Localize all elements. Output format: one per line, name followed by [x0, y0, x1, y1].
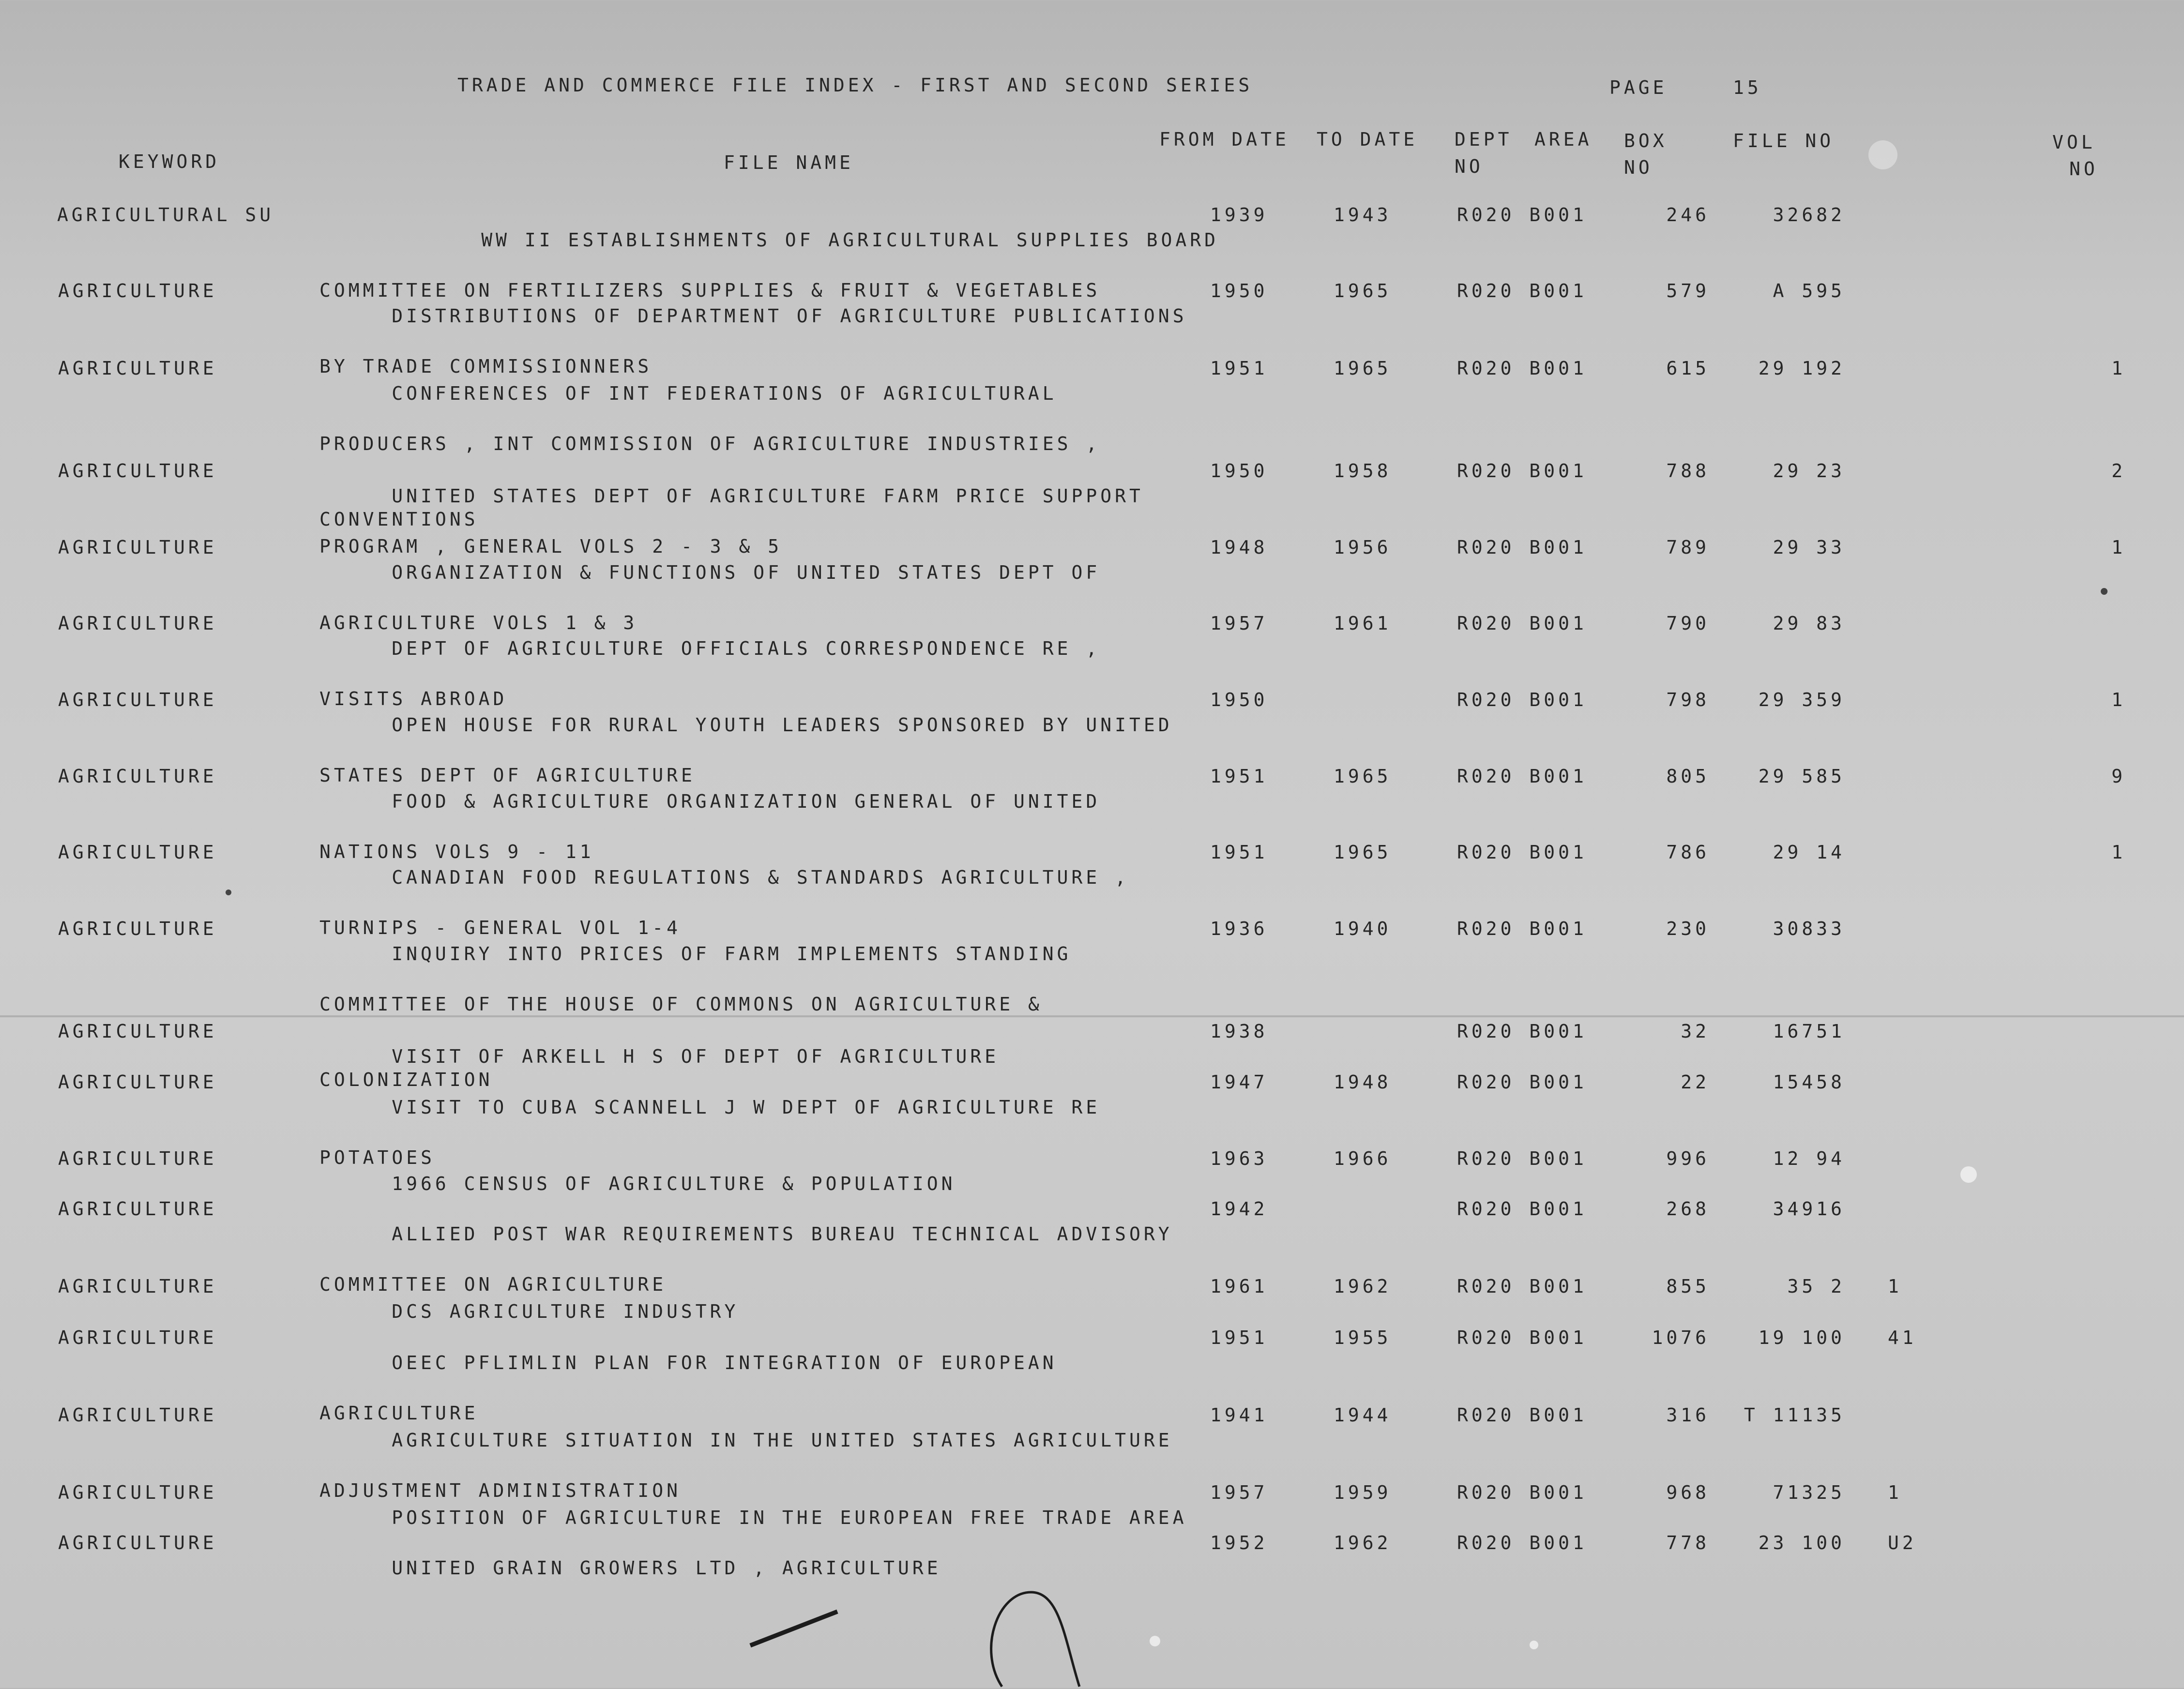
row-box-no: 32 [1681, 1021, 1710, 1042]
col-box-no-2: NO [1624, 157, 1653, 178]
row-keyword: AGRICULTURE [58, 1148, 217, 1169]
row-from-date: 1957 [1210, 613, 1268, 634]
row-box-no: 789 [1666, 537, 1710, 558]
row-file-no: 35 2 [1787, 1276, 1845, 1297]
dust-speck [226, 890, 231, 895]
row-dept-area: R020 B001 [1457, 1198, 1587, 1220]
row-keyword: AGRICULTURE [58, 1404, 217, 1426]
row-from-date: 1951 [1210, 358, 1268, 379]
col-dept-no-2: NO [1455, 156, 1484, 177]
file-name-line: CANADIAN FOOD REGULATIONS & STANDARDS AGRICULTURE , [392, 867, 1130, 888]
file-name-line: VISIT OF ARKELL H S OF DEPT OF AGRICULTURE [392, 1046, 1000, 1067]
row-from-date: 1936 [1210, 918, 1268, 939]
row-to-date: 1940 [1334, 918, 1392, 939]
row-dept-area: R020 B001 [1457, 204, 1587, 226]
file-name-line: BY TRADE COMMISSIONNERS [319, 356, 652, 377]
row-dept-area: R020 B001 [1457, 1148, 1587, 1169]
row-to-date: 1944 [1334, 1404, 1392, 1426]
row-to-date: 1956 [1334, 537, 1392, 558]
row-from-date: 1942 [1210, 1198, 1268, 1220]
dust-speck [1868, 140, 1897, 169]
dust-speck [1150, 1636, 1160, 1646]
row-to-date: 1966 [1334, 1148, 1392, 1169]
row-file-no: 29 359 [1758, 689, 1845, 710]
row-from-date: 1938 [1210, 1021, 1268, 1042]
col-file-name: FILE NAME [724, 152, 854, 173]
row-to-date: 1965 [1334, 842, 1392, 863]
row-dept-area: R020 B001 [1457, 460, 1587, 482]
row-to-date: 1965 [1334, 280, 1392, 302]
row-dept-area: R020 B001 [1457, 842, 1587, 863]
row-dept-area: R020 B001 [1457, 766, 1587, 787]
file-name-line: CONVENTIONS [319, 509, 479, 530]
row-box-no: 268 [1666, 1198, 1710, 1220]
row-file-no: T 11135 [1744, 1404, 1845, 1426]
file-name-line: OEEC PFLIMLIN PLAN FOR INTEGRATION OF EUROPEAN [392, 1352, 1057, 1373]
file-name-line: COMMITTEE ON FERTILIZERS SUPPLIES & FRUIT & VEGETABLES [319, 280, 1101, 301]
row-keyword: AGRICULTURE [58, 1482, 217, 1503]
row-from-date: 1957 [1210, 1482, 1268, 1503]
row-keyword: AGRICULTURE [58, 689, 217, 710]
row-to-date: 1958 [1334, 460, 1392, 482]
pen-stroke [750, 1612, 837, 1645]
dust-speck [1530, 1641, 1538, 1649]
row-vol-no: 1 [2111, 358, 2126, 379]
row-from-date: 1939 [1210, 204, 1268, 226]
file-name-line: AGRICULTURE SITUATION IN THE UNITED STATES AGRICULTURE [392, 1430, 1173, 1451]
row-to-date: 1955 [1334, 1327, 1392, 1348]
row-from-date: 1961 [1210, 1276, 1268, 1297]
row-keyword: AGRICULTURE [58, 1276, 217, 1297]
file-name-line: POSITION OF AGRICULTURE IN THE EUROPEAN FREE TRADE AREA [392, 1507, 1187, 1528]
row-keyword: AGRICULTURAL SU [57, 204, 274, 226]
row-to-date: 1948 [1334, 1071, 1392, 1093]
row-box-no: 778 [1666, 1532, 1710, 1553]
file-name-line: CONFERENCES OF INT FEDERATIONS OF AGRICULTURAL [392, 383, 1057, 404]
file-name-line: NATIONS VOLS 9 - 11 [319, 841, 594, 862]
file-name-line: TURNIPS - GENERAL VOL 1-4 [319, 917, 681, 938]
row-keyword: AGRICULTURE [58, 1532, 217, 1553]
row-dept-area: R020 B001 [1457, 1482, 1587, 1503]
row-to-date: 1962 [1334, 1532, 1392, 1553]
row-keyword: AGRICULTURE [58, 1021, 217, 1042]
col-vol-no-2: NO [2069, 158, 2098, 180]
row-keyword: AGRICULTURE [58, 358, 217, 379]
row-from-date: 1951 [1210, 842, 1268, 863]
row-box-no: 579 [1666, 280, 1710, 302]
film-scratch-line [0, 1015, 2184, 1017]
row-from-date: 1951 [1210, 766, 1268, 787]
row-keyword: AGRICULTURE [58, 766, 217, 787]
row-to-date: 1959 [1334, 1482, 1392, 1503]
row-to-date: 1962 [1334, 1276, 1392, 1297]
row-from-date: 1950 [1210, 460, 1268, 482]
row-dept-area: R020 B001 [1457, 613, 1587, 634]
file-name-line: COMMITTEE OF THE HOUSE OF COMMONS ON AGRICULTURE & [319, 994, 1043, 1015]
row-dept-area: R020 B001 [1457, 689, 1587, 710]
row-from-date: 1941 [1210, 1404, 1268, 1426]
row-from-date: 1963 [1210, 1148, 1268, 1169]
row-to-date: 1965 [1334, 766, 1392, 787]
row-file-no: 15458 [1773, 1071, 1845, 1093]
pen-mark [745, 1583, 1094, 1689]
row-keyword: AGRICULTURE [58, 280, 217, 302]
row-keyword: AGRICULTURE [58, 613, 217, 634]
page-label: PAGE [1609, 77, 1668, 98]
row-from-date: 1951 [1210, 1327, 1268, 1348]
row-dept-area: R020 B001 [1457, 918, 1587, 939]
col-vol-no: VOL [2052, 132, 2096, 153]
file-name-line: PROGRAM , GENERAL VOLS 2 - 3 & 5 [319, 536, 783, 557]
file-name-line: UNITED GRAIN GROWERS LTD , AGRICULTURE [392, 1557, 941, 1579]
file-name-line: AGRICULTURE VOLS 1 & 3 [319, 612, 638, 633]
file-name-line: FOOD & AGRICULTURE ORGANIZATION GENERAL OF UNITED [392, 791, 1101, 812]
file-name-line: VISITS ABROAD [319, 688, 508, 709]
dust-speck [2101, 588, 2108, 595]
file-name-line: DEPT OF AGRICULTURE OFFICIALS CORRESPONDENCE RE , [392, 638, 1101, 659]
row-keyword: AGRICULTURE [58, 460, 217, 482]
row-keyword: AGRICULTURE [58, 918, 217, 939]
row-from-date: 1950 [1210, 689, 1268, 710]
row-box-no: 790 [1666, 613, 1710, 634]
col-dept-no: DEPT [1455, 129, 1513, 150]
row-dept-area: R020 B001 [1457, 1404, 1587, 1426]
row-vol-no: 1 [1888, 1482, 1902, 1503]
row-box-no: 855 [1666, 1276, 1710, 1297]
page-number: 15 [1733, 77, 1762, 98]
row-file-no: 12 94 [1773, 1148, 1845, 1169]
row-file-no: 34916 [1773, 1198, 1845, 1220]
row-file-no: 29 83 [1773, 613, 1845, 634]
file-name-line: ORGANIZATION & FUNCTIONS OF UNITED STATES DEPT OF [392, 562, 1101, 583]
row-file-no: 29 585 [1758, 766, 1845, 787]
row-dept-area: R020 B001 [1457, 537, 1587, 558]
file-name-line: DISTRIBUTIONS OF DEPARTMENT OF AGRICULTURE PUBLICATIONS [392, 305, 1187, 327]
col-area: AREA [1534, 129, 1592, 150]
row-box-no: 788 [1666, 460, 1710, 482]
row-box-no: 798 [1666, 689, 1710, 710]
file-name-line: DCS AGRICULTURE INDUSTRY [392, 1301, 739, 1322]
row-dept-area: R020 B001 [1457, 1327, 1587, 1348]
file-name-line: PRODUCERS , INT COMMISSION OF AGRICULTURE INDUSTRIES , [319, 433, 1101, 454]
row-file-no: 19 100 [1758, 1327, 1845, 1348]
row-vol-no: U2 [1888, 1532, 1917, 1553]
row-from-date: 1947 [1210, 1071, 1268, 1093]
row-file-no: 32682 [1773, 204, 1845, 226]
row-to-date: 1961 [1334, 613, 1392, 634]
row-from-date: 1952 [1210, 1532, 1268, 1553]
row-dept-area: R020 B001 [1457, 358, 1587, 379]
row-file-no: 29 14 [1773, 842, 1845, 863]
row-file-no: 29 33 [1773, 537, 1845, 558]
row-vol-no: 2 [2111, 460, 2126, 482]
file-name-line: STATES DEPT OF AGRICULTURE [319, 765, 696, 786]
row-vol-no: 9 [2111, 766, 2126, 787]
row-box-no: 968 [1666, 1482, 1710, 1503]
pen-loop [991, 1592, 1079, 1687]
file-name-line: ADJUSTMENT ADMINISTRATION [319, 1480, 681, 1501]
row-file-no: 30833 [1773, 918, 1845, 939]
col-box-no: BOX [1624, 130, 1668, 151]
row-file-no: 29 23 [1773, 460, 1845, 482]
row-file-no: 23 100 [1758, 1532, 1845, 1553]
row-box-no: 615 [1666, 358, 1710, 379]
row-dept-area: R020 B001 [1457, 1532, 1587, 1553]
file-name-line: COMMITTEE ON AGRICULTURE [319, 1274, 667, 1295]
row-box-no: 805 [1666, 766, 1710, 787]
file-name-line: COLONIZATION [319, 1069, 493, 1090]
row-vol-no: 1 [2111, 689, 2126, 710]
file-name-line: WW II ESTABLISHMENTS OF AGRICULTURAL SUPPLIES BOARD [481, 229, 1219, 251]
row-box-no: 996 [1666, 1148, 1710, 1169]
row-keyword: AGRICULTURE [58, 537, 217, 558]
col-file-no: FILE NO [1733, 130, 1835, 151]
row-box-no: 786 [1666, 842, 1710, 863]
row-from-date: 1950 [1210, 280, 1268, 302]
row-box-no: 246 [1666, 204, 1710, 226]
row-from-date: 1948 [1210, 537, 1268, 558]
dust-speck [1960, 1166, 1977, 1183]
file-name-line: INQUIRY INTO PRICES OF FARM IMPLEMENTS STANDING [392, 943, 1072, 965]
row-box-no: 316 [1666, 1404, 1710, 1426]
row-box-no: 22 [1681, 1071, 1710, 1093]
row-keyword: AGRICULTURE [58, 1198, 217, 1220]
col-to-date: TO DATE [1317, 129, 1418, 150]
file-name-line: VISIT TO CUBA SCANNELL J W DEPT OF AGRICULTURE RE [392, 1097, 1101, 1118]
row-keyword: AGRICULTURE [58, 1327, 217, 1348]
row-to-date: 1943 [1334, 204, 1392, 226]
page-title: TRADE AND COMMERCE FILE INDEX - FIRST AND SECOND SERIES [457, 75, 1253, 96]
row-box-no: 230 [1666, 918, 1710, 939]
row-dept-area: R020 B001 [1457, 1071, 1587, 1093]
row-dept-area: R020 B001 [1457, 280, 1587, 302]
row-dept-area: R020 B001 [1457, 1276, 1587, 1297]
row-keyword: AGRICULTURE [58, 842, 217, 863]
col-keyword: KEYWORD [119, 151, 220, 172]
file-name-line: AGRICULTURE [319, 1402, 479, 1424]
row-to-date: 1965 [1334, 358, 1392, 379]
file-name-line: UNITED STATES DEPT OF AGRICULTURE FARM PRICE SUPPORT [392, 485, 1144, 507]
row-file-no: 29 192 [1758, 358, 1845, 379]
row-file-no: 71325 [1773, 1482, 1845, 1503]
file-name-line: POTATOES [319, 1147, 436, 1168]
file-name-line: ALLIED POST WAR REQUIREMENTS BUREAU TECHNICAL ADVISORY [392, 1223, 1173, 1245]
row-dept-area: R020 B001 [1457, 1021, 1587, 1042]
row-box-no: 1076 [1652, 1327, 1710, 1348]
row-vol-no: 1 [2111, 537, 2126, 558]
row-vol-no: 41 [1888, 1327, 1917, 1348]
file-name-line: OPEN HOUSE FOR RURAL YOUTH LEADERS SPONSORED BY UNITED [392, 714, 1173, 736]
row-file-no: 16751 [1773, 1021, 1845, 1042]
row-vol-no: 1 [1888, 1276, 1902, 1297]
file-name-line: 1966 CENSUS OF AGRICULTURE & POPULATION [392, 1173, 956, 1194]
row-file-no: A 595 [1773, 280, 1845, 302]
row-keyword: AGRICULTURE [58, 1071, 217, 1093]
row-vol-no: 1 [2111, 842, 2126, 863]
col-from-date: FROM DATE [1159, 129, 1289, 150]
